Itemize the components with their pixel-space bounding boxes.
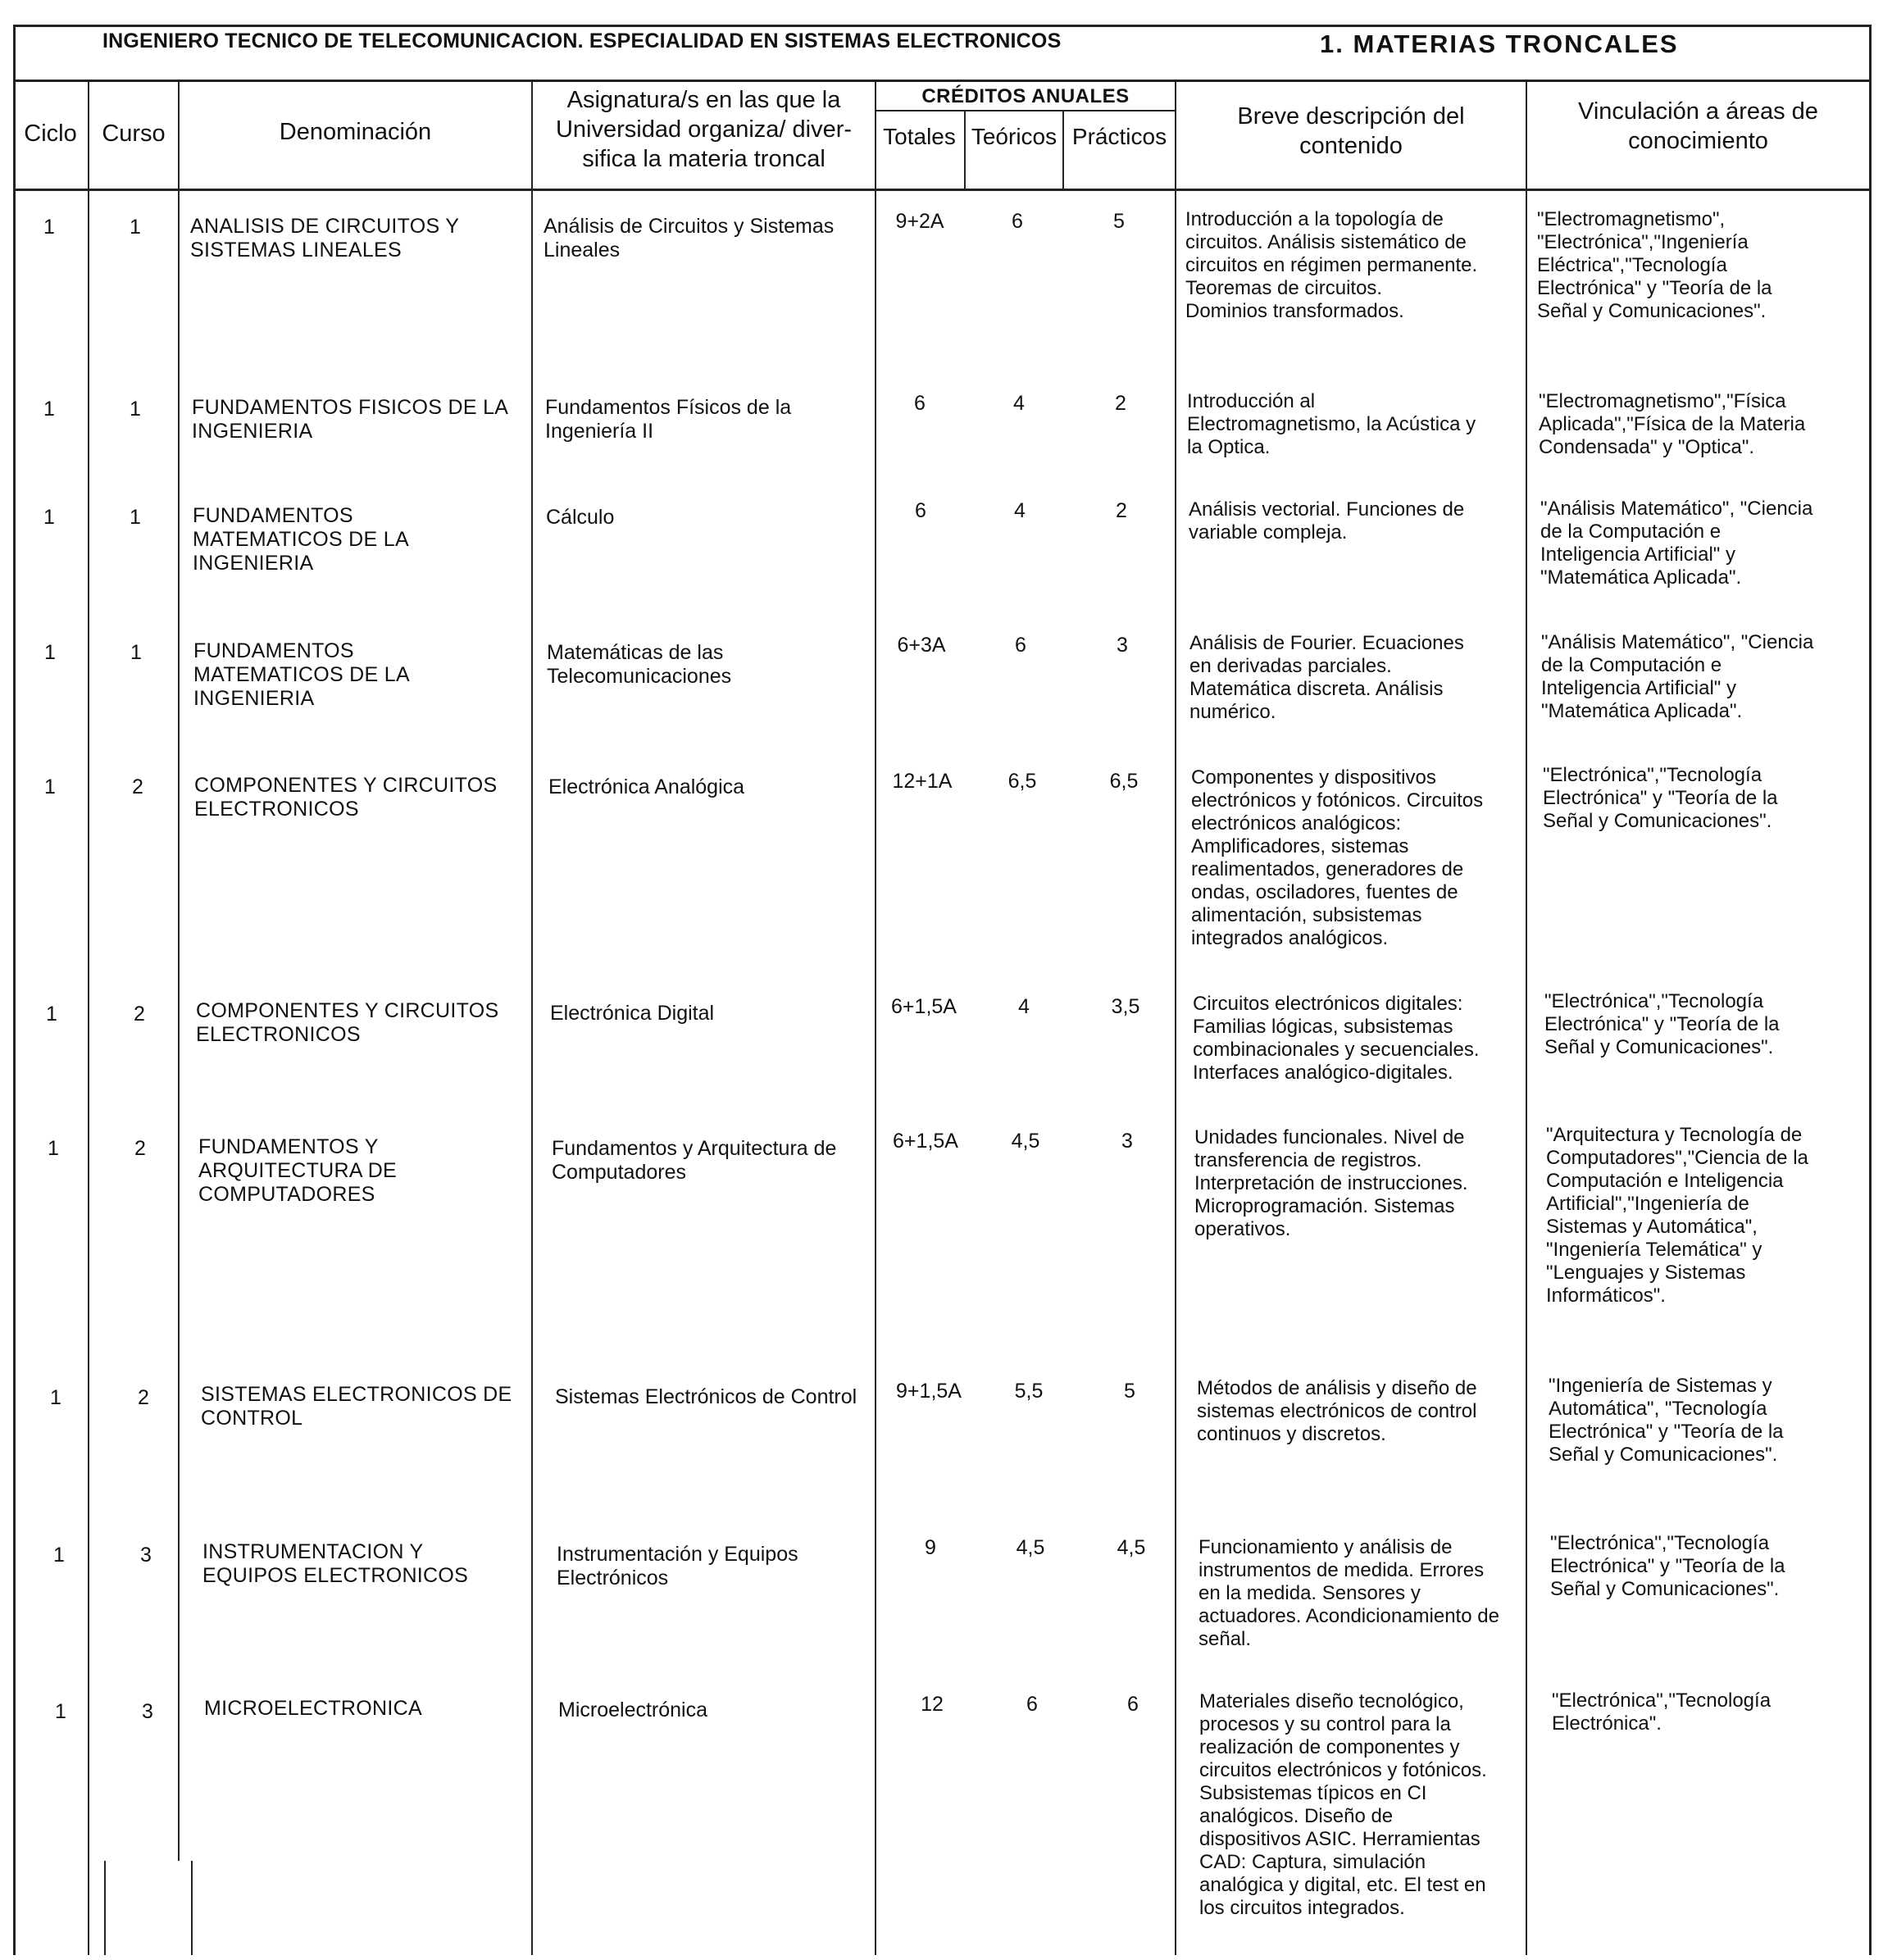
text-line: INGENIERIA: [193, 687, 315, 710]
row-totales: 9+1,5A: [896, 1380, 962, 1403]
text-line: "Electrónica","Tecnología: [1552, 1689, 1772, 1712]
row-curso: 3: [142, 1700, 153, 1723]
row-denominacion: [198, 1135, 536, 1207]
text-line: Electromagnetismo, la Acústica y: [1187, 413, 1476, 435]
text-line: numérico.: [1189, 701, 1276, 723]
row-practicos: 3: [1117, 634, 1128, 657]
text-line: FUNDAMENTOS FISICOS DE LA: [192, 396, 509, 419]
row-denominacion: [193, 504, 530, 575]
text-line: COMPONENTES Y CIRCUITOS: [194, 774, 498, 797]
text-line: "Ingeniería Telemática" y: [1546, 1239, 1762, 1261]
text-line: Introducción a la topología de: [1185, 208, 1444, 230]
text-line: Subsistemas típicos en CI: [1199, 1782, 1427, 1804]
row-ciclo: 1: [43, 216, 55, 239]
row-practicos: 3: [1121, 1130, 1133, 1153]
header-asignatura-line: Universidad organiza/ diver-: [555, 116, 853, 143]
header-practicos: Prácticos: [1071, 124, 1167, 149]
text-line: Fundamentos Físicos de la: [545, 396, 792, 419]
text-line: de la Computación e: [1541, 654, 1722, 676]
text-line: Eléctrica","Tecnología: [1537, 254, 1727, 276]
text-line: COMPONENTES Y CIRCUITOS: [196, 999, 499, 1022]
row-totales: 9+2A: [895, 210, 944, 233]
text-line: "Matemática Aplicada".: [1540, 566, 1742, 589]
text-line: "Electrónica","Ingeniería: [1537, 231, 1749, 253]
row-descripcion: [1185, 208, 1523, 323]
text-line: Unidades funcionales. Nivel de: [1194, 1126, 1465, 1148]
row-asignatura: [546, 506, 874, 530]
table-border-right: [1869, 25, 1872, 1955]
row-descripcion: [1193, 993, 1531, 1085]
text-line: Sistemas Electrónicos de Control: [555, 1385, 857, 1408]
text-line: COMPUTADORES: [198, 1183, 375, 1206]
row-descripcion: [1189, 632, 1527, 724]
text-line: señal.: [1198, 1628, 1252, 1650]
text-line: realimentados, generadores de: [1191, 858, 1464, 880]
text-line: Lineales: [544, 239, 621, 261]
row-descripcion: [1198, 1536, 1525, 1651]
text-line: ARQUITECTURA DE: [198, 1159, 398, 1182]
text-line: analógicos. Diseño de: [1199, 1805, 1394, 1827]
text-line: Electrónica" y "Teoría de la: [1549, 1421, 1784, 1443]
text-line: Amplificadores, sistemas: [1191, 835, 1409, 857]
row-practicos: 6,5: [1109, 770, 1139, 793]
header-totales: Totales: [883, 124, 956, 149]
row-ciclo: 1: [44, 641, 56, 664]
text-line: Inteligencia Artificial" y: [1540, 543, 1735, 566]
text-line: Señal y Comunicaciones".: [1549, 1444, 1778, 1466]
text-line: INSTRUMENTACION Y: [202, 1540, 424, 1563]
text-line: SISTEMAS ELECTRONICOS DE: [201, 1383, 512, 1406]
text-line: "Arquitectura y Tecnología de: [1546, 1124, 1803, 1146]
text-line: Automática", "Tecnología: [1549, 1398, 1767, 1420]
text-line: transferencia de registros.: [1194, 1149, 1422, 1171]
creditos-subheader-divider: [875, 110, 1175, 111]
row-ciclo: 1: [43, 398, 55, 421]
row-totales: 6: [914, 392, 926, 415]
row-descripcion: [1194, 1126, 1532, 1241]
row-asignatura: [548, 775, 876, 799]
table-border-left: [13, 25, 16, 1955]
text-line: actuadores. Acondicionamiento de: [1198, 1605, 1499, 1627]
text-line: "Electrónica","Tecnología: [1550, 1532, 1770, 1554]
text-line: "Ingeniería de Sistemas y: [1549, 1375, 1772, 1397]
section-title: 1. MATERIAS TRONCALES: [1320, 30, 1679, 58]
col-sep-denominacion-body: [531, 189, 533, 1955]
text-line: Materiales diseño tecnológico,: [1199, 1690, 1464, 1712]
text-line: Circuitos electrónicos digitales:: [1193, 993, 1463, 1015]
row-teoricos: 6,5: [1007, 770, 1037, 793]
row-totales: 6: [915, 499, 926, 522]
header-asignatura: [533, 85, 875, 174]
text-line: FUNDAMENTOS: [193, 639, 354, 662]
text-line: Telecomunicaciones: [547, 665, 732, 688]
row-asignatura: [544, 215, 873, 262]
text-line: Electrónicos: [557, 1567, 669, 1589]
text-line: FUNDAMENTOS: [193, 504, 353, 527]
row-totales: 9: [925, 1536, 936, 1559]
row-denominacion: [202, 1540, 530, 1588]
text-line: INGENIERIA: [192, 420, 313, 443]
row-practicos: 5: [1124, 1380, 1135, 1403]
header-row-divider: [13, 189, 1869, 191]
text-line: integrados analógicos.: [1191, 927, 1389, 949]
row-asignatura: [557, 1543, 872, 1590]
text-line: ELECTRONICOS: [194, 798, 359, 821]
text-line: variable compleja.: [1189, 521, 1348, 543]
row-curso: 2: [134, 1137, 146, 1160]
text-line: ANALISIS DE CIRCUITOS Y: [190, 215, 460, 238]
row-descripcion: [1187, 390, 1525, 459]
text-line: de la Computación e: [1540, 521, 1722, 543]
row-vinculacion: [1549, 1375, 1869, 1467]
row-practicos: 2: [1115, 392, 1126, 415]
text-line: sistemas electrónicos de control: [1197, 1400, 1477, 1422]
text-line: electrónicos analógicos:: [1191, 812, 1402, 834]
row-teoricos: 4,5: [1011, 1130, 1040, 1153]
row-asignatura: [555, 1385, 883, 1409]
text-line: INGENIERIA: [193, 552, 314, 575]
text-line: en derivadas parciales.: [1189, 655, 1392, 677]
row-curso: 2: [134, 1003, 145, 1025]
text-line: Cálculo: [546, 506, 615, 529]
text-line: Instrumentación y Equipos: [557, 1543, 798, 1566]
title-row-divider: [13, 80, 1869, 82]
row-vinculacion: [1539, 390, 1867, 459]
row-teoricos: 6: [1015, 634, 1026, 657]
text-line: "Matemática Aplicada".: [1541, 700, 1743, 722]
row-teoricos: 4,5: [1016, 1536, 1045, 1559]
row-asignatura: [558, 1699, 874, 1722]
header-descripcion-line: Breve descripción del: [1237, 103, 1465, 130]
row-denominacion: [201, 1383, 539, 1430]
text-line: "Análisis Matemático", "Ciencia: [1541, 631, 1814, 653]
row-vinculacion: [1546, 1124, 1869, 1307]
row-vinculacion: [1544, 990, 1869, 1059]
row-curso: 1: [130, 641, 142, 664]
text-line: "Electromagnetismo",: [1537, 208, 1726, 230]
text-line: "Electrónica","Tecnología: [1543, 764, 1762, 786]
text-line: Electrónica" y "Teoría de la: [1537, 277, 1772, 299]
text-line: Artificial","Ingeniería de: [1546, 1193, 1749, 1215]
text-line: la Optica.: [1187, 436, 1271, 458]
header-vinculacion-line: conocimiento: [1628, 128, 1768, 154]
row-denominacion: [190, 215, 528, 262]
text-line: Matemática discreta. Análisis: [1189, 678, 1444, 700]
row-ciclo: 1: [53, 1544, 65, 1567]
row-asignatura: [545, 396, 873, 443]
text-line: Señal y Comunicaciones".: [1537, 300, 1767, 322]
text-line: Computación e Inteligencia: [1546, 1170, 1784, 1192]
text-line: "Electrónica","Tecnología: [1544, 990, 1764, 1012]
row-practicos: 4,5: [1117, 1536, 1146, 1559]
row-practicos: 5: [1113, 210, 1125, 233]
text-line: ondas, osciladores, fuentes de: [1191, 881, 1458, 903]
text-line: Dominios transformados.: [1185, 300, 1404, 322]
row-practicos: 6: [1127, 1693, 1139, 1716]
text-line: Introducción al: [1187, 390, 1316, 412]
text-line: Componentes y dispositivos: [1191, 766, 1436, 789]
header-descripcion: [1176, 102, 1526, 161]
text-line: "Electromagnetismo","Física: [1539, 390, 1786, 412]
row-curso: 2: [138, 1386, 149, 1409]
row-vinculacion: [1541, 631, 1869, 723]
row-curso: 2: [132, 775, 143, 798]
row-descripcion: [1191, 766, 1529, 950]
text-line: CONTROL: [201, 1407, 303, 1430]
row-practicos: 3,5: [1111, 995, 1140, 1018]
text-line: electrónicos y fotónicos. Circuitos: [1191, 789, 1484, 812]
text-line: circuitos. Análisis sistemático de: [1185, 231, 1467, 253]
text-line: Electrónica Analógica: [548, 775, 745, 798]
text-line: analógica y digital, etc. El test en: [1199, 1874, 1486, 1896]
row-ciclo: 1: [43, 506, 55, 529]
row-ciclo: 1: [46, 1003, 57, 1025]
text-line: Microelectrónica: [558, 1699, 708, 1721]
text-line: Teoremas de circuitos.: [1185, 277, 1383, 299]
text-line: Electrónica" y "Teoría de la: [1544, 1013, 1780, 1035]
col-sep-curso-body-lower: [191, 1861, 193, 1955]
text-line: Aplicada","Física de la Materia: [1539, 413, 1806, 435]
row-asignatura: [550, 1002, 878, 1025]
text-line: Familias lógicas, subsistemas: [1193, 1016, 1453, 1038]
text-line: Señal y Comunicaciones".: [1550, 1578, 1780, 1600]
text-line: dispositivos ASIC. Herramientas: [1199, 1828, 1480, 1850]
text-line: MICROELECTRONICA: [204, 1697, 422, 1720]
row-teoricos: 5,5: [1014, 1380, 1044, 1403]
row-totales: 12: [921, 1693, 944, 1716]
text-line: Condensada" y "Optica".: [1539, 436, 1755, 458]
row-curso: 1: [130, 398, 141, 421]
header-teoricos: Teóricos: [971, 124, 1057, 149]
text-line: instrumentos de medida. Errores: [1198, 1559, 1485, 1581]
table-border-top: [13, 25, 1869, 27]
row-asignatura: [552, 1137, 880, 1185]
text-line: Electrónica" y "Teoría de la: [1550, 1555, 1785, 1577]
text-line: Fundamentos y Arquitectura de: [552, 1137, 837, 1160]
row-teoricos: 4: [1014, 499, 1026, 522]
row-descripcion: [1199, 1690, 1524, 1920]
text-line: circuitos en régimen permanente.: [1185, 254, 1478, 276]
row-asignatura: [547, 641, 875, 689]
text-line: Microprogramación. Sistemas: [1194, 1195, 1455, 1217]
text-line: "Lenguajes y Sistemas: [1546, 1262, 1746, 1284]
col-sep-curso-body: [178, 189, 180, 1861]
row-curso: 1: [130, 506, 141, 529]
col-sep-practicos-body: [1175, 189, 1176, 1955]
row-teoricos: 4: [1013, 392, 1025, 415]
col-sep-asignatura-body: [875, 189, 876, 1955]
row-vinculacion: [1540, 498, 1868, 589]
row-denominacion: [192, 396, 530, 443]
text-line: Computadores","Ciencia de la: [1546, 1147, 1808, 1169]
text-line: Análisis de Circuitos y Sistemas: [544, 215, 835, 238]
text-line: combinacionales y secuenciales.: [1193, 1039, 1480, 1061]
text-line: Señal y Comunicaciones".: [1543, 810, 1772, 832]
text-line: Electrónica".: [1552, 1712, 1662, 1735]
row-teoricos: 6: [1026, 1693, 1038, 1716]
text-line: Interfaces analógico-digitales.: [1193, 1062, 1453, 1084]
text-line: Sistemas y Automática",: [1546, 1216, 1758, 1238]
row-ciclo: 1: [48, 1137, 59, 1160]
text-line: Señal y Comunicaciones".: [1544, 1036, 1774, 1058]
row-vinculacion: [1543, 764, 1869, 833]
header-vinculacion: [1527, 97, 1869, 156]
text-line: realización de componentes y: [1199, 1736, 1460, 1758]
row-totales: 6+1,5A: [891, 995, 957, 1018]
row-denominacion: [204, 1697, 532, 1721]
text-line: continuos y discretos.: [1197, 1423, 1386, 1445]
row-teoricos: 6: [1012, 210, 1023, 233]
row-descripcion: [1189, 498, 1526, 544]
text-line: alimentación, subsistemas: [1191, 904, 1422, 926]
header-creditos-anuales: CRÉDITOS ANUALES: [921, 85, 1130, 107]
row-totales: 12+1A: [892, 770, 953, 793]
row-totales: 6+1,5A: [893, 1130, 958, 1153]
row-denominacion: [196, 999, 534, 1047]
header-vinculacion-line: Vinculación a áreas de: [1578, 98, 1818, 125]
row-vinculacion: [1550, 1532, 1869, 1601]
text-line: ELECTRONICOS: [196, 1023, 361, 1046]
text-line: circuitos electrónicos y fotónicos.: [1199, 1759, 1487, 1781]
text-line: en la medida. Sensores y: [1198, 1582, 1421, 1604]
header-ciclo: Ciclo: [24, 121, 77, 147]
text-line: procesos y su control para la: [1199, 1713, 1451, 1735]
row-descripcion: [1197, 1377, 1535, 1446]
col-sep-ciclo-body: [88, 189, 89, 1955]
text-line: MATEMATICOS DE LA: [193, 663, 410, 686]
text-line: Computadores: [552, 1161, 686, 1184]
row-ciclo: 1: [44, 775, 56, 798]
row-practicos: 2: [1116, 499, 1127, 522]
text-line: Inteligencia Artificial" y: [1541, 677, 1736, 699]
text-line: Matemáticas de las: [547, 641, 724, 664]
text-line: "Análisis Matemático", "Ciencia: [1540, 498, 1813, 520]
text-line: Análisis de Fourier. Ecuaciones: [1189, 632, 1464, 654]
row-teoricos: 4: [1018, 995, 1030, 1018]
row-vinculacion: [1537, 208, 1865, 323]
col-sep-ciclo-body-lower: [104, 1861, 106, 1955]
text-line: EQUIPOS ELECTRONICOS: [202, 1564, 469, 1587]
text-line: Análisis vectorial. Funciones de: [1189, 498, 1465, 521]
header-descripcion-line: contenido: [1299, 133, 1403, 159]
document-title: INGENIERO TECNICO DE TELECOMUNICACION. ESPECIALIDAD EN SISTEMAS ELECTRONICOS: [102, 30, 1062, 52]
row-curso: 3: [140, 1544, 152, 1567]
text-line: FUNDAMENTOS Y: [198, 1135, 379, 1158]
text-line: operativos.: [1194, 1218, 1291, 1240]
header-curso: Curso: [102, 121, 166, 147]
row-denominacion: [193, 639, 531, 711]
row-ciclo: 1: [55, 1700, 66, 1723]
text-line: Ingeniería II: [545, 420, 654, 443]
text-line: MATEMATICOS DE LA: [193, 528, 409, 551]
header-asignatura-line: sifica la materia troncal: [582, 146, 826, 172]
text-line: Informáticos".: [1546, 1285, 1666, 1307]
row-totales: 6+3A: [897, 634, 946, 657]
text-line: Interpretación de instrucciones.: [1194, 1172, 1468, 1194]
text-line: SISTEMAS LINEALES: [190, 239, 402, 261]
row-curso: 1: [130, 216, 141, 239]
text-line: Electrónica" y "Teoría de la: [1543, 787, 1778, 809]
text-line: Funcionamiento y análisis de: [1198, 1536, 1453, 1558]
row-denominacion: [194, 774, 532, 821]
text-line: Métodos de análisis y diseño de: [1197, 1377, 1477, 1399]
row-vinculacion: [1552, 1689, 1869, 1735]
row-ciclo: 1: [50, 1386, 61, 1409]
text-line: Electrónica Digital: [550, 1002, 715, 1025]
header-asignatura-line: Asignatura/s en las que la: [566, 87, 841, 113]
text-line: CAD: Captura, simulación: [1199, 1851, 1426, 1873]
header-denominacion: Denominación: [279, 119, 432, 145]
text-line: los circuitos integrados.: [1199, 1897, 1405, 1919]
